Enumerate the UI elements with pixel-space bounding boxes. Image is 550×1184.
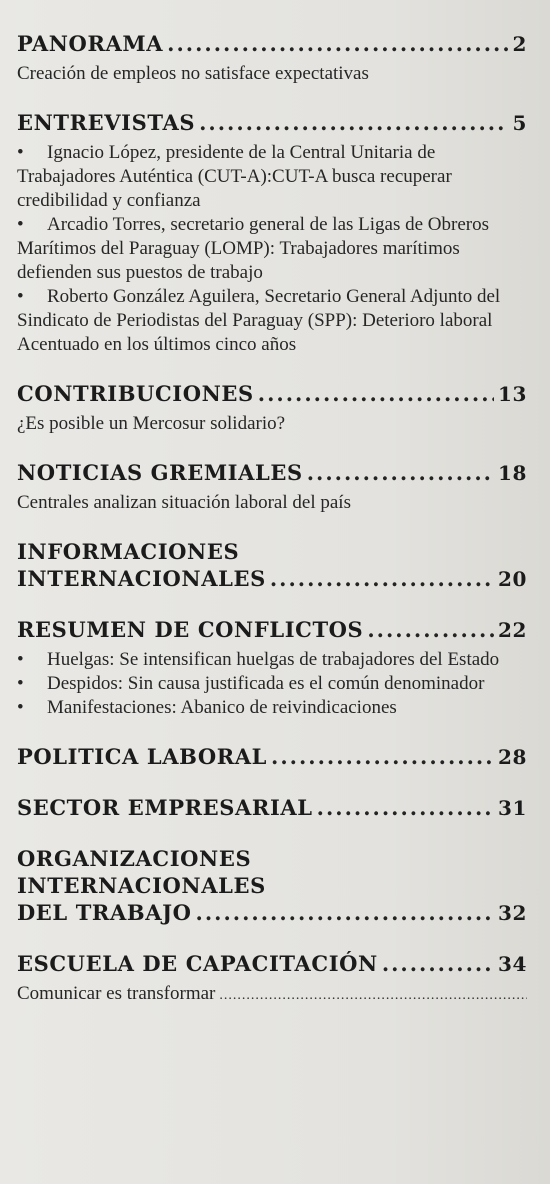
section-heading bbox=[17, 380, 527, 408]
section-title: RESUMEN DE CONFLICTOS bbox=[17, 617, 364, 642]
bullet-icon: • bbox=[17, 142, 24, 163]
bullet-icon: • bbox=[17, 697, 24, 718]
section-title: NOTICIAS GREMIALES bbox=[17, 460, 303, 485]
page-number: 20 bbox=[497, 567, 527, 591]
toc-entry bbox=[17, 845, 527, 927]
article-summary-text: Creación de empleos no satisface expectativas bbox=[17, 63, 369, 84]
section-title: PANORAMA bbox=[17, 31, 164, 56]
table-of-contents bbox=[17, 30, 527, 1031]
article-summary bbox=[17, 141, 527, 213]
dot-leader bbox=[196, 899, 494, 926]
page-number: 5 bbox=[512, 111, 527, 135]
section-title: DEL TRABAJO bbox=[17, 900, 192, 925]
dot-leader bbox=[317, 794, 494, 821]
dot-leader bbox=[307, 459, 494, 486]
section-title: INTERNACIONALES bbox=[17, 566, 266, 591]
section-title: INFORMACIONES bbox=[17, 539, 240, 564]
article-summary-text: Despidos: Sin causa justificada es el común denominador bbox=[47, 673, 485, 694]
page-number: 22 bbox=[497, 618, 527, 642]
section-title: ESCUELA DE CAPACITACIÓN bbox=[17, 951, 378, 976]
section-heading bbox=[17, 743, 527, 771]
article-summary bbox=[17, 982, 527, 1008]
bullet-icon: • bbox=[17, 673, 24, 694]
article-summary-text: Ignacio López, presidente de la Central Unitaria de Trabajadores Auténtica (CUT-A):CUT-A busca recuperar credibilidad y confianza bbox=[17, 142, 452, 211]
section-title: POLITICA LABORAL bbox=[17, 744, 268, 769]
bullet-icon: • bbox=[17, 214, 24, 235]
dot-leader bbox=[270, 565, 494, 592]
dot-leader bbox=[271, 743, 494, 770]
toc-entry bbox=[17, 950, 527, 1008]
article-summary-text: Roberto González Aguilera, Secretario General Adjunto del Sindicato de Periodistas del Paraguay (SPP): Deterioro laboral Acentuado en los últimos cinco años bbox=[17, 286, 501, 355]
article-summary-text: Manifestaciones: Abanico de reivindicaciones bbox=[47, 697, 397, 718]
section-title: ENTREVISTAS bbox=[17, 110, 196, 135]
bullet-icon: • bbox=[17, 649, 24, 670]
page-number: 31 bbox=[497, 796, 527, 820]
dot-leader bbox=[167, 30, 508, 57]
page-number: 13 bbox=[497, 382, 527, 406]
article-summary bbox=[17, 412, 527, 436]
page-number: 32 bbox=[497, 901, 527, 925]
toc-entry bbox=[17, 743, 527, 771]
article-summary bbox=[17, 213, 527, 285]
article-summary-text: ¿Es posible un Mercosur solidario? bbox=[17, 413, 286, 434]
toc-entry bbox=[17, 538, 527, 593]
section-title: CONTRIBUCIONES bbox=[17, 381, 254, 406]
page-number: 28 bbox=[497, 745, 527, 769]
dot-leader bbox=[382, 950, 494, 977]
article-summary bbox=[17, 672, 527, 696]
section-heading bbox=[17, 459, 527, 487]
page-number: 34 bbox=[497, 952, 527, 976]
section-heading bbox=[17, 30, 527, 58]
dot-leader bbox=[199, 109, 508, 136]
article-summary bbox=[17, 696, 527, 720]
section-heading bbox=[17, 538, 527, 593]
article-summary bbox=[17, 648, 527, 672]
section-heading bbox=[17, 845, 527, 927]
toc-entry bbox=[17, 30, 527, 86]
section-heading bbox=[17, 950, 527, 978]
article-summary bbox=[17, 491, 527, 515]
article-summary-text: Comunicar es transformar bbox=[17, 983, 216, 1004]
section-title: SECTOR EMPRESARIAL bbox=[17, 795, 313, 820]
section-heading bbox=[17, 794, 527, 822]
bullet-icon: • bbox=[17, 286, 24, 307]
article-summary-text: Centrales analizan situación laboral del país bbox=[17, 492, 351, 513]
page-number: 18 bbox=[497, 461, 527, 485]
toc-entry bbox=[17, 109, 527, 357]
toc-entry bbox=[17, 794, 527, 822]
article-summary-text: Huelgas: Se intensifican huelgas de trabajadores del Estado bbox=[47, 649, 500, 670]
toc-entry bbox=[17, 380, 527, 436]
dot-leader bbox=[258, 380, 494, 407]
page-number: 2 bbox=[512, 32, 527, 56]
toc-entry bbox=[17, 459, 527, 515]
section-heading bbox=[17, 616, 527, 644]
dot-leader bbox=[219, 984, 527, 1008]
section-heading bbox=[17, 109, 527, 137]
toc-entry bbox=[17, 616, 527, 720]
article-summary bbox=[17, 285, 527, 357]
section-title: ORGANIZACIONES bbox=[17, 846, 252, 871]
article-summary bbox=[17, 62, 527, 86]
section-title: INTERNACIONALES bbox=[17, 873, 266, 898]
dot-leader bbox=[367, 616, 494, 643]
article-summary-text: Arcadio Torres, secretario general de las Ligas de Obreros Marítimos del Paraguay (LOMP): Trabajadores marítimos defienden sus puestos de trabajo bbox=[17, 214, 489, 283]
